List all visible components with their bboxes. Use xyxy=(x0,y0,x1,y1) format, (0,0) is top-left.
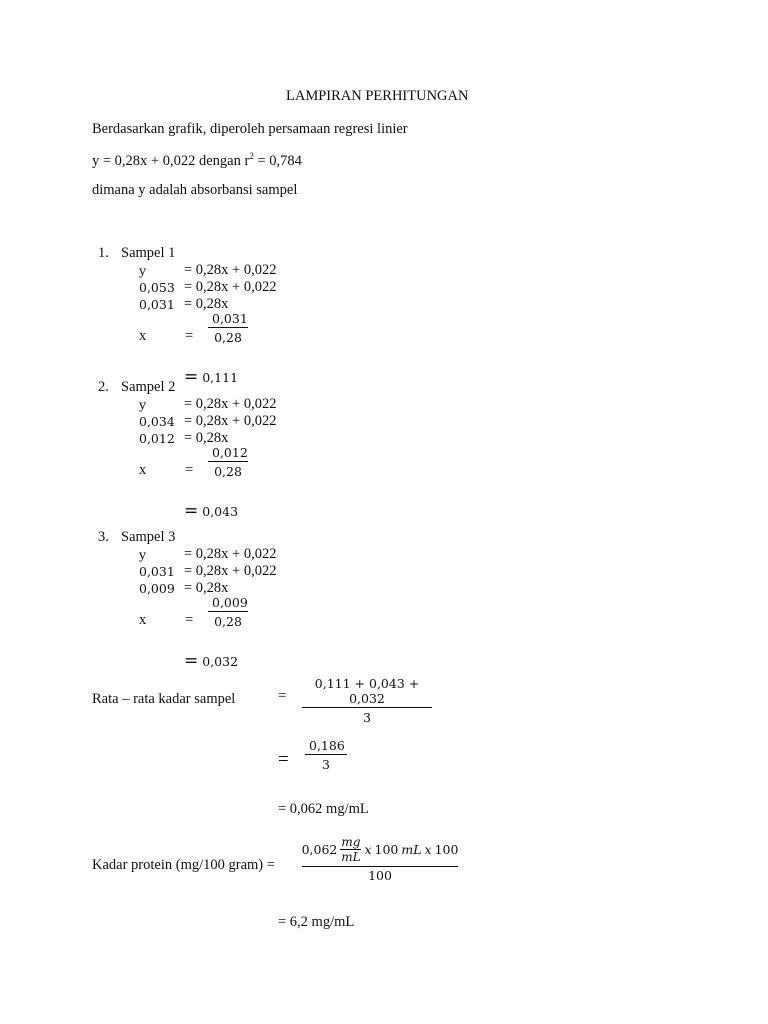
x-fraction xyxy=(208,445,248,479)
equation-right: = 0,28x xyxy=(184,580,229,596)
average-label: Rata – rata kadar sampel xyxy=(92,691,236,707)
x-fraction-numerator: 0,012 xyxy=(212,445,248,460)
x-fraction xyxy=(208,311,248,345)
sample-label: Sampel 1 xyxy=(121,245,176,261)
intro-line-3: dimana y adalah absorbansi sampel xyxy=(92,182,298,198)
x-equals: = xyxy=(185,328,194,344)
equation-right: = 0,28x + 0,022 xyxy=(184,262,277,278)
protein-fraction-denominator: 100 xyxy=(368,868,392,883)
result-value: 0,032 xyxy=(202,654,239,669)
average-result: = 0,062 mg/mL xyxy=(278,801,369,817)
protein-factor: 100 xyxy=(434,841,459,857)
x-label: x xyxy=(139,462,147,478)
equation-right: = 0,28x + 0,022 xyxy=(184,396,277,412)
average-fraction-2-denominator: 3 xyxy=(322,757,330,772)
page-title: LAMPIRAN PERHITUNGAN xyxy=(286,88,469,104)
protein-label: Kadar protein (mg/100 gram) = xyxy=(92,857,275,873)
x-fraction-denominator: 0,28 xyxy=(214,464,242,479)
equation-left: 0,034 xyxy=(139,414,175,429)
sample-result xyxy=(184,501,238,521)
x-fraction-numerator: 0,009 xyxy=(212,595,248,610)
protein-unit-numerator: mg xyxy=(341,834,361,849)
sample-number: 3. xyxy=(98,529,109,545)
average-fraction-2-numerator: 0,186 xyxy=(309,738,345,753)
result-equals: = xyxy=(184,651,199,671)
x-fraction xyxy=(208,595,248,629)
average-fraction-1-numerator: 0,111 + 0,043 + 0,032 xyxy=(314,676,420,706)
intro-line-2 xyxy=(92,151,302,170)
sample-result xyxy=(184,651,238,671)
equation-left: 0,012 xyxy=(139,431,175,446)
equation-left: y xyxy=(139,263,147,278)
regression-equation: y = 0,28x + 0,022 dengan r xyxy=(92,153,250,169)
protein-unit-fraction xyxy=(340,836,361,863)
protein-fraction xyxy=(302,834,458,883)
sample-number: 2. xyxy=(98,379,109,395)
equation-left: 0,031 xyxy=(139,297,175,312)
sample-label: Sampel 3 xyxy=(121,529,176,545)
equation-left: 0,009 xyxy=(139,581,175,596)
equation-right: = 0,28x + 0,022 xyxy=(184,563,277,579)
average-equals: = xyxy=(278,688,287,704)
equation-left: y xyxy=(139,547,147,562)
equation-right: = 0,28x xyxy=(184,430,229,446)
protein-times-1: x xyxy=(364,841,372,857)
x-label: x xyxy=(139,328,147,344)
equation-right: = 0,28x + 0,022 xyxy=(184,279,277,295)
sample-result xyxy=(184,367,238,387)
protein-volume-unit: mL xyxy=(401,841,422,857)
x-fraction-denominator: 0,28 xyxy=(214,614,242,629)
equation-right: = 0,28x + 0,022 xyxy=(184,413,277,429)
r-squared-exponent: 2 xyxy=(249,151,254,161)
equation-right: = 0,28x xyxy=(184,296,229,312)
x-equals: = xyxy=(185,462,194,478)
average-fraction-1 xyxy=(302,676,432,725)
result-equals: = xyxy=(184,367,199,387)
result-equals: = xyxy=(184,501,199,521)
protein-concentration: 0,062 xyxy=(301,841,338,857)
result-value: 0,043 xyxy=(202,504,239,519)
protein-result: = 6,2 mg/mL xyxy=(278,914,355,930)
equation-left: 0,053 xyxy=(139,280,175,295)
average-fraction-2 xyxy=(305,738,347,772)
equation-left: 0,031 xyxy=(139,564,175,579)
sample-label: Sampel 2 xyxy=(121,379,176,395)
protein-times-2: x xyxy=(424,841,432,857)
protein-unit-denominator: mL xyxy=(341,849,361,864)
x-label: x xyxy=(139,612,147,628)
sample-number: 1. xyxy=(98,245,109,261)
equation-right: = 0,28x + 0,022 xyxy=(184,546,277,562)
average-equals-2: = xyxy=(278,749,289,770)
x-equals: = xyxy=(185,612,194,628)
protein-volume: 100 xyxy=(374,841,399,857)
intro-line-1: Berdasarkan grafik, diperoleh persamaan regresi linier xyxy=(92,121,408,137)
equation-left: y xyxy=(139,397,147,412)
x-fraction-denominator: 0,28 xyxy=(214,330,242,345)
r-squared-value: = 0,784 xyxy=(253,153,302,169)
result-value: 0,111 xyxy=(202,370,239,385)
average-fraction-1-denominator: 3 xyxy=(363,710,371,725)
x-fraction-numerator: 0,031 xyxy=(212,311,248,326)
protein-fraction-numerator xyxy=(302,834,458,864)
